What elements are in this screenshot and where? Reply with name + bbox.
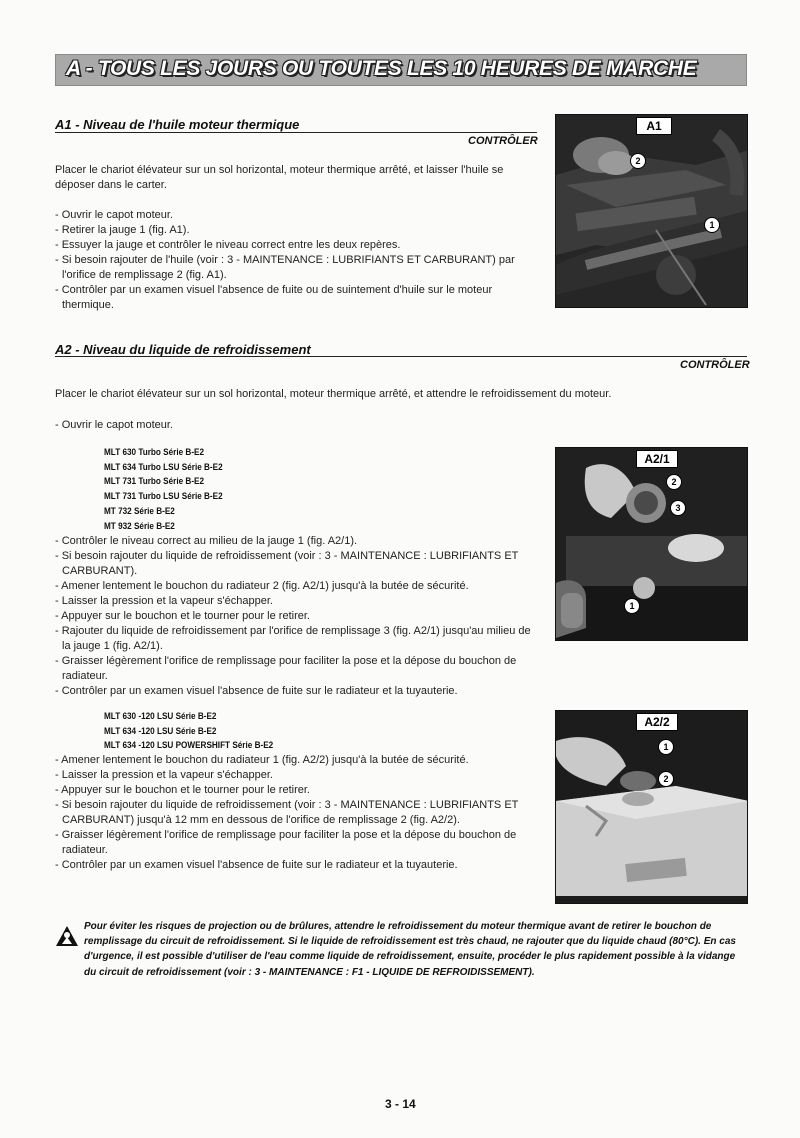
group1-steps xyxy=(55,534,537,699)
list-item: - Rajouter du liquide de refroidissement par l'orifice de remplissage 3 (fig. A2/1) jusqu'au milieu de la jauge 1 (fig. A2/1). xyxy=(55,625,531,652)
warning-triangle-icon xyxy=(55,925,79,952)
a1-steps xyxy=(55,208,537,313)
a1-action: CONTRÔLER xyxy=(468,135,538,147)
callout-2: 2 xyxy=(630,153,646,169)
list-item: - Appuyer sur le bouchon et le tourner pour le retirer. xyxy=(55,610,310,622)
section-banner xyxy=(55,54,747,86)
a2-action: CONTRÔLER xyxy=(680,359,750,371)
callout-1: 1 xyxy=(704,217,720,233)
list-item: - Graisser légèrement l'orifice de remplissage pour faciliter la pose et la dépose du bouchon de radiateur. xyxy=(55,829,517,856)
figure-a2-2-expansion-tank-photo xyxy=(555,710,748,904)
a1-title: A1 - Niveau de l'huile moteur thermique xyxy=(55,117,300,132)
list-item: - Laisser la pression et la vapeur s'échapper. xyxy=(55,769,273,781)
list-item: - Si besoin rajouter de l'huile (voir : 3 - MAINTENANCE : LUBRIFIANTS ET CARBURANT) par l'orifice de remplissage 2 (fig. A1). xyxy=(55,254,515,281)
a2-rule xyxy=(55,356,747,357)
list-item: - Contrôler le niveau correct au milieu de la jauge 1 (fig. A2/1). xyxy=(55,535,358,547)
figure-a2-1-radiator-photo xyxy=(555,447,748,641)
model-item: MLT 634 -120 LSU POWERSHIFT Série B-E2 xyxy=(104,740,274,752)
model-item: MLT 634 Turbo LSU Série B-E2 xyxy=(104,461,223,473)
page-number: 3 - 14 xyxy=(385,1097,416,1111)
list-item: - Contrôler par un examen visuel l'absence de fuite ou de suintement d'huile sur le moteur thermique. xyxy=(55,284,493,311)
callout-2: 2 xyxy=(666,474,682,490)
figure-a1-engine-photo xyxy=(555,114,748,308)
radiator-photo-icon xyxy=(556,448,748,641)
callout-1: 1 xyxy=(658,739,674,755)
group2-models xyxy=(104,710,273,754)
a1-intro: Placer le chariot élévateur sur un sol horizontal, moteur thermique arrêté, et laisser l'huile se déposer dans le carter. xyxy=(55,164,504,191)
figure-label: A1 xyxy=(636,117,672,135)
list-item: - Contrôler par un examen visuel l'absence de fuite sur le radiateur et la tuyauterie. xyxy=(55,859,458,871)
list-item: - Amener lentement le bouchon du radiateur 2 (fig. A2/1) jusqu'à la butée de sécurité. xyxy=(55,580,469,592)
model-item: MLT 731 Turbo Série B-E2 xyxy=(104,476,205,488)
a1-rule xyxy=(55,132,537,133)
list-item: - Graisser légèrement l'orifice de remplissage pour faciliter la pose et la dépose du bouchon de radiateur. xyxy=(55,655,517,682)
callout-3: 3 xyxy=(670,500,686,516)
model-item: MLT 634 -120 LSU Série B-E2 xyxy=(104,725,217,737)
model-item: MLT 630 Turbo Série B-E2 xyxy=(104,447,205,458)
list-item: - Ouvrir le capot moteur. xyxy=(55,209,173,221)
figure-label: A2/1 xyxy=(636,450,678,468)
banner-title: A - TOUS LES JOURS OU TOUTES LES 10 HEURES DE MARCHE xyxy=(66,57,697,80)
model-item: MT 932 Série B-E2 xyxy=(104,520,175,532)
callout-2: 2 xyxy=(658,771,674,787)
expansion-tank-photo-icon xyxy=(556,711,748,904)
warning-text: Pour éviter les risques de projection ou de brûlures, attendre le refroidissement du moteur thermique avant de retirer le bouchon de remplissage du circuit de refroidissement. Si le liquide de refroidissement est très chaud, ne rajouter que du liquide chaud (80°C). En cas d'urgence, il est possible d'utiliser de l'eau comme liquide de refroidissement, ensuite, procéder le plus rapidement possible à la vidange du circuit de refroidissement (voir : 3 - MAINTENANCE : F1 - LIQUIDE DE REFROIDISSEMENT). xyxy=(84,921,736,978)
model-item: MT 732 Série B-E2 xyxy=(104,505,175,517)
list-item: - Contrôler par un examen visuel l'absence de fuite sur le radiateur et la tuyauterie. xyxy=(55,685,458,697)
list-item: - Amener lentement le bouchon du radiateur 1 (fig. A2/2) jusqu'à la butée de sécurité. xyxy=(55,754,469,766)
model-item: MLT 731 Turbo LSU Série B-E2 xyxy=(104,491,223,503)
engine-photo-icon xyxy=(556,115,748,308)
list-item: - Laisser la pression et la vapeur s'échapper. xyxy=(55,595,273,607)
a2-intro: Placer le chariot élévateur sur un sol horizontal, moteur thermique arrêté, et attendre le refroidissement du moteur. xyxy=(55,388,612,400)
list-item: - Retirer la jauge 1 (fig. A1). xyxy=(55,224,190,236)
group1-models xyxy=(104,446,223,534)
list-item: - Si besoin rajouter du liquide de refroidissement (voir : 3 - MAINTENANCE : LUBRIFIANTS ET CARBURANT) jusqu'à 12 mm en dessous de l'orifice de remplissage 2 (fig. A2/2). xyxy=(55,799,519,826)
list-item: - Ouvrir le capot moteur. xyxy=(55,419,173,431)
figure-label: A2/2 xyxy=(636,713,678,731)
group2-steps xyxy=(55,753,537,873)
list-item: - Essuyer la jauge et contrôler le niveau correct entre les deux repères. xyxy=(55,239,401,251)
list-item: - Si besoin rajouter du liquide de refroidissement (voir : 3 - MAINTENANCE : LUBRIFIANTS ET CARBURANT). xyxy=(55,550,519,577)
callout-1: 1 xyxy=(624,598,640,614)
list-item: - Appuyer sur le bouchon et le tourner pour le retirer. xyxy=(55,784,310,796)
model-item: MLT 630 -120 LSU Série B-E2 xyxy=(104,711,217,722)
a2-open xyxy=(55,418,537,433)
a2-title: A2 - Niveau du liquide de refroidissement xyxy=(55,342,311,357)
